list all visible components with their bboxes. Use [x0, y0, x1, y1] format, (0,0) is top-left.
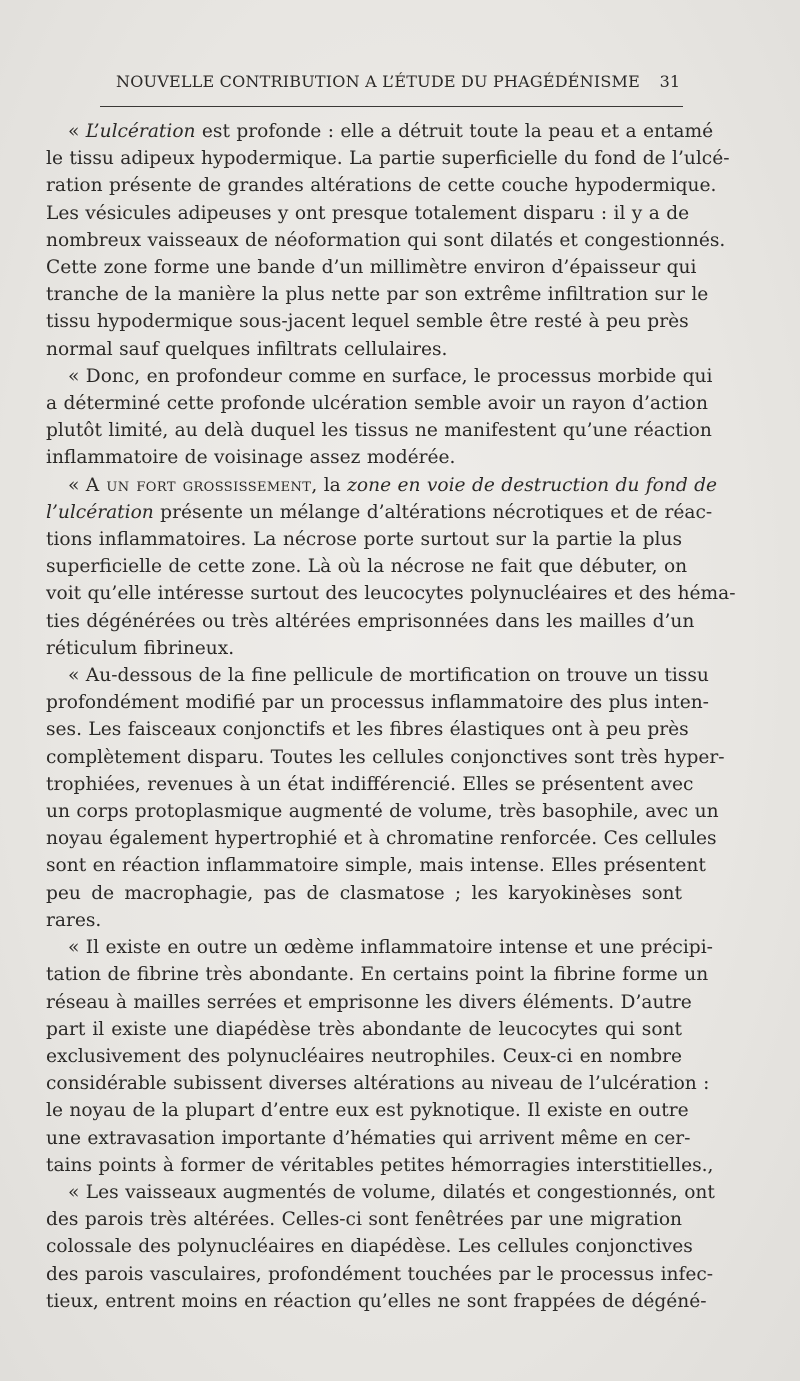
text-run: peu de macrophagie, pas de clasmatose ; les karyokinèses sont	[46, 882, 682, 904]
text-run: superficielle de cette zone. Là où la nécrose ne fait que débuter, on	[46, 556, 688, 578]
body-text	[46, 118, 736, 1315]
text-line	[46, 1070, 710, 1097]
text-run: présente un mélange d’altérations nécrotiques et de réac-	[153, 501, 713, 523]
paragraph	[46, 662, 725, 934]
text-run: complètement disparu. Toutes les cellules conjonctives sont très hyper-	[46, 746, 725, 768]
text-run: réseau à mailles serrées et emprisonne les divers éléments. D’autre	[46, 991, 692, 1013]
text-line	[46, 499, 713, 526]
text-run: réticulum fibrineux.	[46, 637, 235, 659]
text-run: un corps protoplasmique augmenté de volume, très basophile, avec un	[46, 801, 719, 823]
text-run: noyau également hypertrophié et à chromatine renforcée. Ces cellules	[46, 828, 717, 850]
text-line	[46, 363, 713, 390]
text-line	[46, 1206, 682, 1233]
text-run: une extravasation importante d’hématies qui arrivent même en cer-	[46, 1127, 691, 1149]
text-line	[46, 771, 694, 798]
text-line	[46, 608, 695, 635]
text-line	[46, 145, 730, 172]
text-run: «	[68, 121, 86, 142]
text-line	[46, 553, 688, 580]
text-run: Cette zone forme une bande d’un millimètre environ d’épaisseur qui	[46, 257, 697, 279]
text-line	[46, 880, 682, 907]
text-line	[46, 172, 717, 199]
text-run: profondément modifié par un processus inflammatoire des plus inten-	[46, 692, 709, 714]
text-run: des parois très altérées. Celles-ci sont fenêtrées par une migration	[46, 1209, 682, 1231]
text-line	[46, 444, 682, 471]
text-run: considérable subissent diverses altérations au niveau de l’ulcération :	[46, 1073, 710, 1095]
running-head	[44, 72, 684, 98]
page-number: 31	[659, 72, 680, 91]
text-line	[46, 1179, 715, 1206]
text-run: « Au-dessous de la fine pellicule de mortification on trouve un tissu	[68, 665, 709, 687]
text-line	[46, 118, 714, 145]
text-run: trophiées, revenues à un état indifférencié. Elles se présentent avec	[46, 773, 694, 795]
text-run: « Les vaisseaux augmentés de volume, dilatés et congestionnés, ont	[68, 1181, 715, 1203]
text-line	[46, 1261, 714, 1288]
text-line	[46, 744, 725, 771]
paragraph	[46, 934, 714, 1179]
text-run: le tissu adipeux hypodermique. La partie superficielle du fond de l’ulcé-	[46, 148, 730, 170]
text-line	[46, 308, 689, 335]
text-run: « Donc, en profondeur comme en surface, le processus morbide qui	[68, 365, 713, 387]
text-line	[46, 716, 689, 743]
text-run: , la	[311, 474, 348, 496]
text-run: ties dégénérées ou très altérées emprisonnées dans les mailles d’un	[46, 610, 695, 632]
text-line	[46, 1097, 689, 1124]
text-line	[46, 1125, 691, 1152]
text-run: tissu hypodermique sous-jacent lequel semble être resté à peu près	[46, 311, 689, 333]
text-run: le noyau de la plupart d’entre eux est pyknotique. Il existe en outre	[46, 1100, 689, 1122]
text-line	[46, 472, 718, 499]
text-line	[46, 281, 709, 308]
header-rule	[100, 106, 683, 107]
text-line	[46, 200, 690, 227]
text-run: L’ulcération	[85, 121, 196, 142]
paragraph	[46, 118, 730, 363]
text-run: sont en réaction inflammatoire simple, mais intense. Elles présentent	[46, 855, 706, 877]
running-title: NOUVELLE CONTRIBUTION A L’ÉTUDE DU PHAGÉDÉNISME	[116, 72, 641, 91]
text-line	[46, 1016, 682, 1043]
text-line	[46, 227, 726, 254]
text-line	[46, 662, 709, 689]
text-line	[46, 989, 692, 1016]
text-line	[46, 390, 708, 417]
text-run: des parois vasculaires, profondément touchées par le processus infec-	[46, 1263, 714, 1285]
text-run: a déterminé cette profonde ulcération semble avoir un rayon d’action	[46, 393, 708, 415]
text-line	[46, 907, 682, 934]
text-run: nombreux vaisseaux de néoformation qui sont dilatés et congestionnés.	[46, 229, 726, 251]
text-run: est profonde : elle a détruit toute la peau et a entamé	[195, 121, 714, 142]
text-run: A un fort grossissement	[85, 474, 312, 496]
text-line	[46, 689, 709, 716]
paragraph	[46, 1179, 715, 1315]
text-run: plutôt limité, au delà duquel les tissus ne manifestent qu’une réaction	[46, 420, 712, 442]
text-line	[46, 825, 717, 852]
text-run: ses. Les faisceaux conjonctifs et les fibres élastiques ont à peu près	[46, 719, 689, 741]
text-run: tation de fibrine très abondante. En certains point la fibrine forme un	[46, 964, 709, 986]
text-run: inflammatoire de voisinage assez modérée.	[46, 447, 456, 469]
text-run: ration présente de grandes altérations de cette couche hypodermique.	[46, 175, 717, 197]
text-line	[46, 1043, 682, 1070]
text-run: exclusivement des polynucléaires neutrophiles. Ceux-ci en nombre	[46, 1045, 682, 1067]
text-run: voit qu’elle intéresse surtout des leucocytes polynucléaires et des héma-	[46, 583, 736, 605]
text-line	[46, 852, 706, 879]
text-line	[46, 1288, 707, 1315]
text-run: rares.	[46, 909, 102, 931]
text-line	[46, 254, 697, 281]
text-run: «	[68, 474, 86, 496]
text-run: tieux, entrent moins en réaction qu’elles ne sont frappées de dégéné-	[46, 1290, 707, 1312]
text-run: tranche de la manière la plus nette par son extrême infiltration sur le	[46, 284, 709, 306]
text-line	[46, 934, 713, 961]
text-line	[46, 961, 709, 988]
text-run: Les vésicules adipeuses y ont presque totalement disparu : il y a de	[46, 202, 690, 224]
text-run: tains points à former de véritables petites hémorragies interstitielles.,	[46, 1154, 714, 1176]
text-run: tions inflammatoires. La nécrose porte surtout sur la partie la plus	[46, 529, 682, 551]
text-run: colossale des polynucléaires en diapédèse. Les cellules conjonctives	[46, 1236, 693, 1258]
text-line	[46, 798, 719, 825]
text-run: part il existe une diapédèse très abondante de leucocytes qui sont	[46, 1018, 682, 1040]
text-line	[46, 417, 712, 444]
paragraph	[46, 472, 736, 662]
text-line	[46, 526, 682, 553]
text-line	[46, 1152, 714, 1179]
text-line	[46, 635, 682, 662]
paragraph	[46, 363, 713, 472]
text-run: l’ulcération	[46, 501, 154, 523]
text-run: « Il existe en outre un œdème inflammatoire intense et une précipi-	[68, 937, 713, 959]
text-run: normal sauf quelques infiltrats cellulaires.	[46, 338, 448, 360]
text-line	[46, 336, 682, 363]
text-run: zone en voie de destruction du fond de	[347, 474, 718, 496]
text-line	[46, 580, 736, 607]
text-line	[46, 1233, 693, 1260]
